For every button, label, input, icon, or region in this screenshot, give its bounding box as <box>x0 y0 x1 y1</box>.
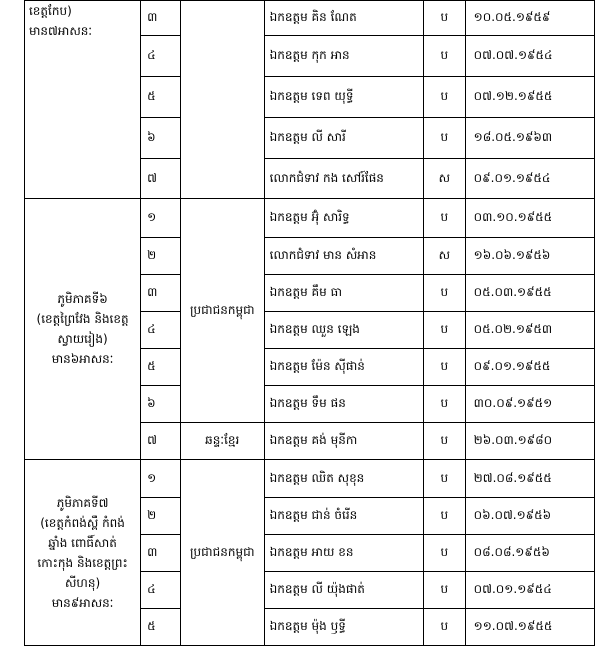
birth-date: ២៦.០៣.១៩៨០ <box>465 423 594 460</box>
birth-date: ០៧.០១.១៩៥៤ <box>465 572 594 609</box>
birth-date: ០៥.០២.១៩៥៣ <box>465 312 594 349</box>
gender: ស <box>424 159 466 199</box>
birth-date: ០៦.០៧.១៩៥៦ <box>465 498 594 535</box>
table-row <box>25 199 595 238</box>
candidate-name: ឯកឧត្តម អ៊ុំ សារិទ្ធ <box>264 199 423 238</box>
birth-date: ០៣.១០.១៩៥៥ <box>465 199 594 238</box>
candidate-name: លោកជំទាវ មាន សំអាន <box>264 238 423 275</box>
party-cell <box>180 1 264 199</box>
birth-date: ០៩.០១.១៩៥៥ <box>465 349 594 386</box>
birth-date: ២៧.០៨.១៩៥៥ <box>465 460 594 498</box>
gender: ប <box>424 1 466 36</box>
gender: ស <box>424 238 466 275</box>
gender: ប <box>424 36 466 77</box>
candidate-name: ឯកឧត្តម ឈិត សុខុន <box>264 460 423 498</box>
birth-date: ១១.០៧.១៩៥៥ <box>465 609 594 646</box>
candidate-name: ឯកឧត្តម ទេព យុទ្ធី <box>264 77 423 118</box>
row-number: ៣ <box>141 1 181 36</box>
gender: ប <box>424 312 466 349</box>
birth-date: ០៥.០៣.១៩៥៥ <box>465 275 594 312</box>
gender: ប <box>424 77 466 118</box>
row-number: ១ <box>141 199 181 238</box>
birth-date: ១០.០៥.១៩៥៩ <box>465 1 594 36</box>
birth-date: ១៦.០៦.១៩៥៦ <box>465 238 594 275</box>
region-cell: ខេត្តកែប) មាន៧អាសនៈ <box>25 1 141 199</box>
candidate-name: ឯកឧត្តម ម៉ែន ស៊ីផាន់ <box>264 349 423 386</box>
row-number: ២ <box>141 238 181 275</box>
row-number: ៥ <box>141 77 181 118</box>
gender: ប <box>424 498 466 535</box>
birth-date: ០៨.០៨.១៩៥៦ <box>465 535 594 572</box>
birth-date: ១៨.០៥.១៩៦៣ <box>465 118 594 159</box>
row-number: ៦ <box>141 118 181 159</box>
birth-date: ៣០.០៩.១៩៥១ <box>465 386 594 423</box>
candidate-table <box>24 0 595 646</box>
candidate-name: ឯកឧត្តម លី សារី <box>264 118 423 159</box>
candidate-name: ឯកឧត្តម ម៉ុង ឫទ្ធី <box>264 609 423 646</box>
row-number: ៧ <box>141 159 181 199</box>
birth-date: ០៧.០៧.១៩៥៤ <box>465 36 594 77</box>
gender: ប <box>424 275 466 312</box>
gender: ប <box>424 386 466 423</box>
candidate-name: ឯកឧត្តម គិន ណែត <box>264 1 423 36</box>
gender: ប <box>424 535 466 572</box>
gender: ប <box>424 609 466 646</box>
table-row <box>25 460 595 498</box>
party-cell: ឆន្ទៈខ្មែរ <box>180 423 264 460</box>
region-cell: ភូមិភាគទី៧ (ខេត្តកំពង់ស្ពឺ កំពង់ ឆ្នាំង ពោធិ៍សាត់ កោះកុង និងខេត្តព្រះ សីហនុ) មាន៩អាសនៈ <box>25 460 141 646</box>
candidate-name: ឯកឧត្តម កុក អាន <box>264 36 423 77</box>
row-number: ៥ <box>141 349 181 386</box>
row-number: ៦ <box>141 386 181 423</box>
row-number: ៣ <box>141 275 181 312</box>
row-number: ៤ <box>141 572 181 609</box>
row-number: ១ <box>141 460 181 498</box>
candidate-name: ឯកឧត្តម គឹម ធា <box>264 275 423 312</box>
gender: ប <box>424 349 466 386</box>
row-number: ៥ <box>141 609 181 646</box>
region-cell: ភូមិភាគទី៦ (ខេត្តព្រៃវែង និងខេត្ត ស្វាយរៀង) មាន៦អាសនៈ <box>25 199 141 460</box>
candidate-name: ឯកឧត្តម ទឹម ផន <box>264 386 423 423</box>
gender: ប <box>424 572 466 609</box>
row-number: ៤ <box>141 36 181 77</box>
birth-date: ០៧.១២.១៩៥៥ <box>465 77 594 118</box>
candidate-name: ឯកឧត្តម គង់ មុនីកា <box>264 423 423 460</box>
row-number: ២ <box>141 498 181 535</box>
candidate-name: ឯកឧត្តម ជាន់ ចំរើន <box>264 498 423 535</box>
gender: ប <box>424 460 466 498</box>
gender: ប <box>424 423 466 460</box>
candidate-name: ឯកឧត្តម លី យ៉ុងផាត់ <box>264 572 423 609</box>
birth-date: ០៩.០១.១៩៥៤ <box>465 159 594 199</box>
gender: ប <box>424 199 466 238</box>
party-cell: ប្រជាជនកម្ពុជា <box>180 199 264 423</box>
candidate-name: ឯកឧត្តម អាយ ខន <box>264 535 423 572</box>
party-cell: ប្រជាជនកម្ពុជា <box>180 460 264 646</box>
candidate-name: លោកជំទាវ កង សៅរ៍ផែន <box>264 159 423 199</box>
row-number: ៤ <box>141 312 181 349</box>
row-number: ៧ <box>141 423 181 460</box>
table-row <box>25 1 595 36</box>
gender: ប <box>424 118 466 159</box>
candidate-name: ឯកឧត្តម ឈួន ឡេង <box>264 312 423 349</box>
row-number: ៣ <box>141 535 181 572</box>
